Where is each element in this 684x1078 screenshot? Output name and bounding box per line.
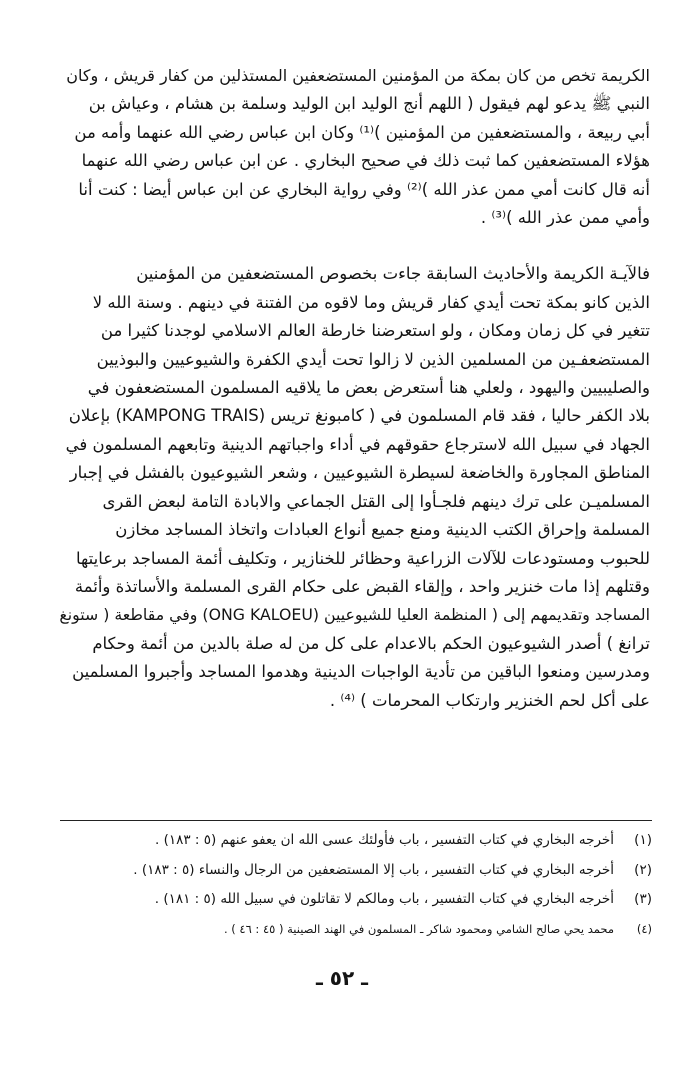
text-line: ومدرسين ومنعوا الباقين من تأدية الواجبات الدينية وهدموا المساجد وأجبروا المسلمين (72, 662, 650, 682)
footnote-item (60, 891, 652, 908)
paragraph-gap (58, 232, 650, 260)
text-line: النبي ﷺ يدعو لهم فيقول ( اللهم أنج الوليد ابن الوليد وسلمة بن هشام ، وعياش بن (88, 94, 650, 114)
text-line: ترانغ ) أصدر الشيوعيون الحكم بالاعدام على كل من له صلة بالدين من أئمة وحكام (92, 633, 650, 653)
text-line: هؤلاء المستضعفين كما ثبت ذلك في صحيح البخاري . عن ابن عباس رضي الله عنهما (81, 151, 650, 171)
text-line: وقتلهم إذا مات خنزير واحد ، وإلقاء القبض على حكام القرى المسلمة والأساتذة وأئمة (74, 576, 650, 596)
text-line: الجهاد في سبيل الله لاسترجاع حقوقهم في أداء واجباتهم الدينية وتابعهم المسلمون في (65, 434, 650, 454)
text-line: المساجد وتقديمهم إلى ( المنظمة العليا للشيوعيين (ONG KALOEU) وفي مقاطعة ( ستونغ (59, 605, 650, 625)
footnote-text: محمد يحي صالح الشامي ومحمود شاكر ـ المسلمون في الهند الصينية ( ٤٥ : ٤٦ ) . (223, 921, 614, 936)
main-text (58, 62, 650, 715)
text-line: الكريمة تخص من كان بمكة من المؤمنين المستضعفين المستذلين من كفار قريش ، وكان (66, 66, 650, 85)
footnote-item (60, 862, 652, 879)
text-line: الذين كانو بمكة تحت أيدي كفار قريش وما لاقوه من الفتنة في دينهم . وسنة الله لا (92, 292, 650, 312)
footnote-text: أخرجه البخاري في كتاب التفسير ، باب ومالكم لا تقاتلون في سبيل الله (٥ : ١٨١) . (154, 891, 614, 907)
text-line: المستضعفـين من المسلمين الذين لا زالوا تحت أيدي الكفرة والشيوعيين والبوذيين (96, 349, 650, 369)
text-line: أبي ربيعة ، والمستضعفين من المؤمنين )⁽¹⁾ وكان ابن عباس رضي الله عنهما وأمه من (74, 122, 650, 142)
footnote-item (60, 921, 652, 938)
text-line: على أكل لحم الخنزير وارتكاب المحرمات ) ⁽⁴⁾ . (329, 690, 650, 710)
text-line: تتغير في كل زمان ومكان ، ولو استعرضنا خارطة العالم الاسلامي لوجدنا كثيرا من (100, 321, 650, 341)
footnote-text: أخرجه البخاري في كتاب التفسير ، باب فأولئك عسى الله ان يعفو عنهم (٥ : ١٨٣) . (154, 832, 614, 848)
footnote-text: أخرجه البخاري في كتاب التفسير ، باب إلا المستضعفين من الرجال والنساء (٥ : ١٨٣) . (133, 861, 614, 878)
paragraph-2 (58, 260, 650, 715)
text-line: المسلميـن على ترك دينهم فلجـأوا إلى القتل الجماعي والابادة التامة لبعض القرى (102, 491, 650, 511)
paragraph-1 (58, 62, 650, 232)
text-line: فالآيـة الكريمة والأحاديث السابقة جاءت بخصوص المستضعفين من المؤمنين (136, 264, 650, 284)
footnote-number: (١) (634, 832, 652, 848)
footnote-number: (٢) (634, 861, 652, 878)
footnote-number: (٣) (634, 891, 652, 907)
text-line: المناطق المجاورة والخاضعة لسيطرة الشيوعيين ، وشعر الشيوعيون بالفشل في إجبار (69, 463, 650, 483)
page-number: ـ ٥٢ ـ (315, 966, 369, 990)
text-line: وأمي ممن عذر الله )⁽³⁾ . (480, 208, 650, 228)
text-line: المسلمة وإحراق الكتب الدينية ومنع جميع أنواع العبادات واتخاذ المساجد مخازن (115, 520, 650, 540)
footnote-number: (٤) (636, 921, 652, 936)
footnotes (60, 832, 652, 950)
text-line: للحبوب ومستودعات للآلات الزراعية وحظائر للخنازير ، وتكليف أئمة المساجد برعايتها (75, 548, 650, 568)
text-line: بلاد الكفر حاليا ، فقد قام المسلمون في ( كامبونغ تريس (KAMPONG TRAIS) بإعلان (68, 406, 650, 426)
footnote-item (60, 832, 652, 849)
footnote-divider (60, 820, 652, 821)
text-line: والصليبيين واليهود ، ولعلي هنا أستعرض بعض ما يلاقيه المسلمون المستضعفون في (87, 378, 650, 398)
text-line: أنه قال كانت أمي ممن عذر الله )⁽²⁾ وفي رواية البخاري عن ابن عباس أيضا : كنت أنا (78, 179, 650, 199)
